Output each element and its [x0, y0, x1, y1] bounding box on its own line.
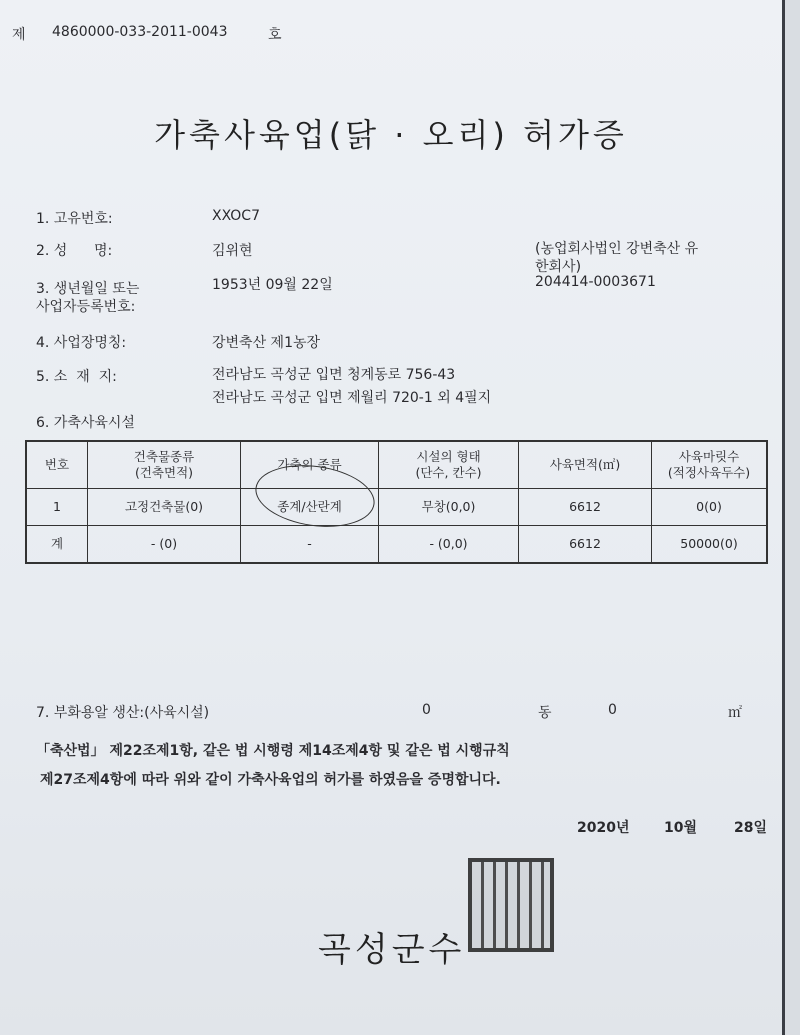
facilities-table: [25, 440, 768, 564]
column-header: 가축의 종류: [241, 441, 379, 489]
table-cell: 무창(0,0): [379, 489, 519, 526]
column-header: 건축물종류 (건축면적): [88, 441, 241, 489]
field-value-address-1: 전라남도 곡성군 입면 청계동로 756-43: [212, 367, 456, 383]
field-value-name: 김위현: [212, 243, 253, 259]
table-cell: 50000(0): [652, 526, 768, 564]
field-value-address-2: 전라남도 곡성군 입면 제월리 720-1 외 4필지: [212, 390, 492, 406]
field-label-biznum: 사업자등록번호:: [36, 299, 136, 315]
field-value-id: XXOC7: [212, 208, 260, 224]
table-header-row: [26, 441, 767, 489]
table-cell: 1: [26, 489, 88, 526]
statement-line2: 제27조제4항에 따라 위와 같이 가축사육업의 허가를 하였음을 증명합니다.: [40, 772, 501, 788]
doc-number: 4860000-033-2011-0043: [52, 24, 228, 40]
field-label-id: 1. 고유번호:: [36, 211, 113, 227]
table-cell: - (0): [88, 526, 241, 564]
table-cell: 종계/산란계: [241, 489, 379, 526]
field-value-site-name: 강변축산 제1농장: [212, 335, 321, 351]
table-cell: -: [241, 526, 379, 564]
official-seal-stamp: [468, 858, 554, 952]
field-value-birth: 1953년 09월 22일: [212, 277, 333, 293]
field-label-site-name: 4. 사업장명칭:: [36, 335, 127, 351]
table-total-row: [26, 526, 767, 564]
table-cell: 0(0): [652, 489, 768, 526]
item7-unit-building: 동: [538, 705, 552, 721]
company-name-line2: 한회사): [535, 259, 582, 275]
table-cell: 고정건축물(0): [88, 489, 241, 526]
field-label-birth: 3. 생년월일 또는: [36, 281, 140, 297]
item7-unit-area: ㎡: [728, 705, 742, 721]
field-value-biznum: 204414-0003671: [535, 274, 656, 290]
doc-number-prefix: 제: [12, 27, 26, 43]
date-year: 2020년: [577, 820, 630, 836]
issuer-name: 곡성군수: [318, 930, 466, 970]
column-header: 사육면적(㎡): [519, 441, 652, 489]
table-cell: 계: [26, 526, 88, 564]
table-cell: 6612: [519, 489, 652, 526]
column-header: 사육마릿수 (적정사육두수): [652, 441, 768, 489]
column-header: 시설의 형태 (단수, 칸수): [379, 441, 519, 489]
date-day: 28일: [734, 820, 768, 836]
doc-number-suffix: 호: [268, 27, 282, 43]
field-label-name: 2. 성 명:: [36, 243, 113, 259]
company-name-line1: (농업회사법인 강변축산 유: [535, 241, 699, 257]
table-cell: - (0,0): [379, 526, 519, 564]
date-month: 10월: [664, 820, 698, 836]
section-label-facilities: 6. 가축사육시설: [36, 415, 135, 431]
page-title: 가축사육업(닭 · 오리) 허가증: [154, 116, 628, 154]
item7-area: 0: [608, 702, 617, 718]
table-cell: 6612: [519, 526, 652, 564]
item7-count: 0: [422, 702, 431, 718]
column-header: 번호: [26, 441, 88, 489]
item7-label: 7. 부화용알 생산:(사육시설): [36, 705, 210, 721]
table-row: [26, 489, 767, 526]
statement-line1: 「축산법」 제22조제1항, 같은 법 시행령 제14조제4항 및 같은 법 시행규칙: [36, 743, 510, 759]
field-label-address: 5. 소 재 지:: [36, 369, 117, 385]
